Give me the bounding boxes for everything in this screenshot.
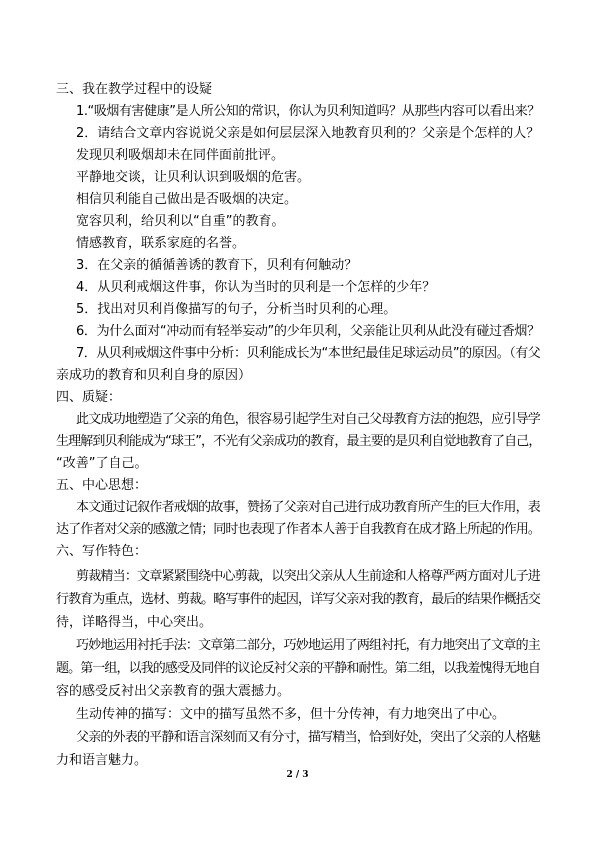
paragraph-line: 容的感受反衬出父亲教育的强大震撼力。: [56, 684, 291, 699]
paragraph-line: 亲成功的教育和贝利自身的原因）: [56, 368, 252, 383]
paragraph-line: 1.“吸烟有害健康”是人所公知的常识，你认为贝利知道吗？从那些内容可以看出来？: [76, 104, 540, 119]
section-heading: 三、我在教学过程中的设疑: [56, 82, 213, 97]
paragraph-line: 情感教育，联系家庭的名誉。: [76, 236, 246, 251]
paragraph-line: 题。第一组，以我的感受及同伴的议论反衬父亲的平静和耐性。第二组，以我羞愧得无地自: [56, 661, 541, 676]
paragraph-line: 待，详略得当，中心突出。: [56, 615, 213, 630]
paragraph-line: “改善”了自己。: [56, 456, 148, 471]
paragraph-line: 生动传神的描写：文中的描写虽然不多，但十分传神，有力地突出了中心。: [76, 707, 506, 722]
paragraph-line: 发现贝利吸烟却未在同伴面前批评。: [76, 148, 285, 163]
paragraph-line: 3．在父亲的循循善诱的教育下，贝利有何触动？: [76, 258, 358, 273]
paragraph-line: 力和语言魅力。: [56, 753, 148, 768]
paragraph-line: 2．请结合文章内容说说父亲是如何层层深入地教育贝利的？父亲是个怎样的人？: [76, 126, 540, 141]
paragraph-line: 行教育为重点，选材、剪裁。略写事件的起因，详写父亲对我的教育，最后的结果作概括交: [56, 592, 541, 607]
paragraph-line: 此文成功地塑造了父亲的角色，很容易引起学生对自己父母教育方法的抱怨，应引导学: [76, 412, 541, 427]
paragraph-line: 本文通过记叙作者戒烟的故事，赞扬了父亲对自己进行成功教育所产生的巨大作用，表: [76, 500, 541, 515]
paragraph-line: 5．找出对贝利肖像描写的句子，分析当时贝利的心理。: [76, 302, 397, 317]
paragraph-line: 宽容贝利，给贝利以“自重”的教育。: [76, 214, 285, 229]
paragraph-line: 7．从贝利戒烟这件事中分析：贝利能成长为“本世纪最佳足球运动员”的原因。（有父: [76, 346, 541, 361]
section-heading: 五、中心思想：: [56, 478, 148, 493]
paragraph-line: 6．为什么面对“冲动而有轻举妄动”的少年贝利，父亲能让贝利从此没有碰过香烟？: [76, 324, 540, 339]
paragraph-line: 巧妙地运用衬托手法：文章第二部分，巧妙地运用了两组衬托，有力地突出了文章的主: [76, 638, 541, 653]
section-heading: 六、写作特色：: [56, 544, 148, 559]
paragraph-line: 剪裁精当：文章紧紧围绕中心剪裁，以突出父亲从人生前途和人格尊严两方面对儿子进: [76, 569, 541, 584]
paragraph-line: 相信贝利能自己做出是否吸烟的决定。: [76, 192, 298, 207]
page-number: 2 / 3: [286, 770, 309, 780]
paragraph-line: 达了作者对父亲的感激之情；同时也表现了作者本人善于自我教育在成才路上所起的作用。: [56, 522, 541, 537]
paragraph-line: 4．从贝利戒烟这件事，你认为当时的贝利是一个怎样的少年？: [76, 280, 436, 295]
paragraph-line: 平静地交谈，让贝利认识到吸烟的危害。: [76, 170, 311, 185]
paragraph-line: 生理解到贝利能成为“球王”，不光有父亲成功的教育，最主要的是贝利自觉地教育了自己，: [56, 434, 541, 449]
section-heading: 四、质疑：: [56, 390, 122, 405]
paragraph-line: 父亲的外表的平静和语言深刻而又有分寸，描写精当，恰到好处，突出了父亲的人格魅: [76, 730, 541, 745]
